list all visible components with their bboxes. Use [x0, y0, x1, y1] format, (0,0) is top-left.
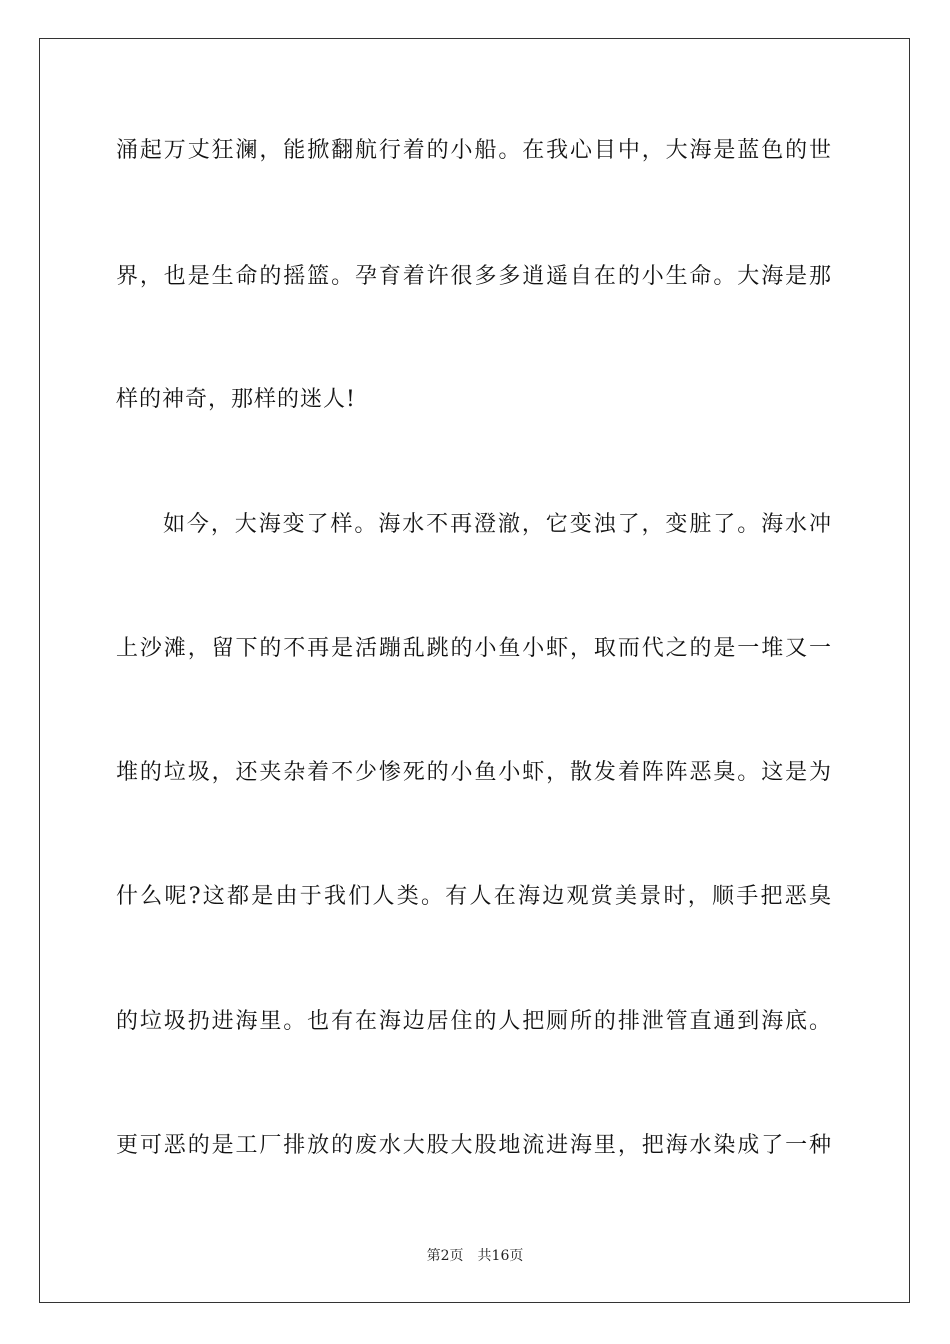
text-line: 的垃圾扔进海里。也有在海边居住的人把厕所的排泄管直通到海底。: [116, 1009, 832, 1034]
page-total: 共16页: [477, 1248, 524, 1264]
page-footer: [0, 1246, 950, 1266]
text-line: 界，也是生命的摇篮。孕育着许很多多逍遥自在的小生命。大海是那: [116, 264, 832, 289]
text-line: 涌起万丈狂澜，能掀翻航行着的小船。在我心目中，大海是蓝色的世: [116, 138, 832, 163]
text-line: 堆的垃圾，还夹杂着不少惨死的小鱼小虾，散发着阵阵恶臭。这是为: [116, 760, 832, 785]
text-line: 样的神奇，那样的迷人!: [116, 387, 356, 412]
page-number: 第2页: [426, 1248, 464, 1264]
text-line: 上沙滩，留下的不再是活蹦乱跳的小鱼小虾，取而代之的是一堆又一: [116, 636, 832, 661]
text-line: 什么呢?这都是由于我们人类。有人在海边观赏美景时，顺手把恶臭: [116, 884, 832, 909]
text-line: 如今，大海变了样。海水不再澄澈，它变浊了，变脏了。海水冲: [163, 512, 832, 537]
text-line: 更可恶的是工厂排放的废水大股大股地流进海里，把海水染成了一种: [116, 1133, 832, 1158]
page-border: [39, 38, 910, 1303]
